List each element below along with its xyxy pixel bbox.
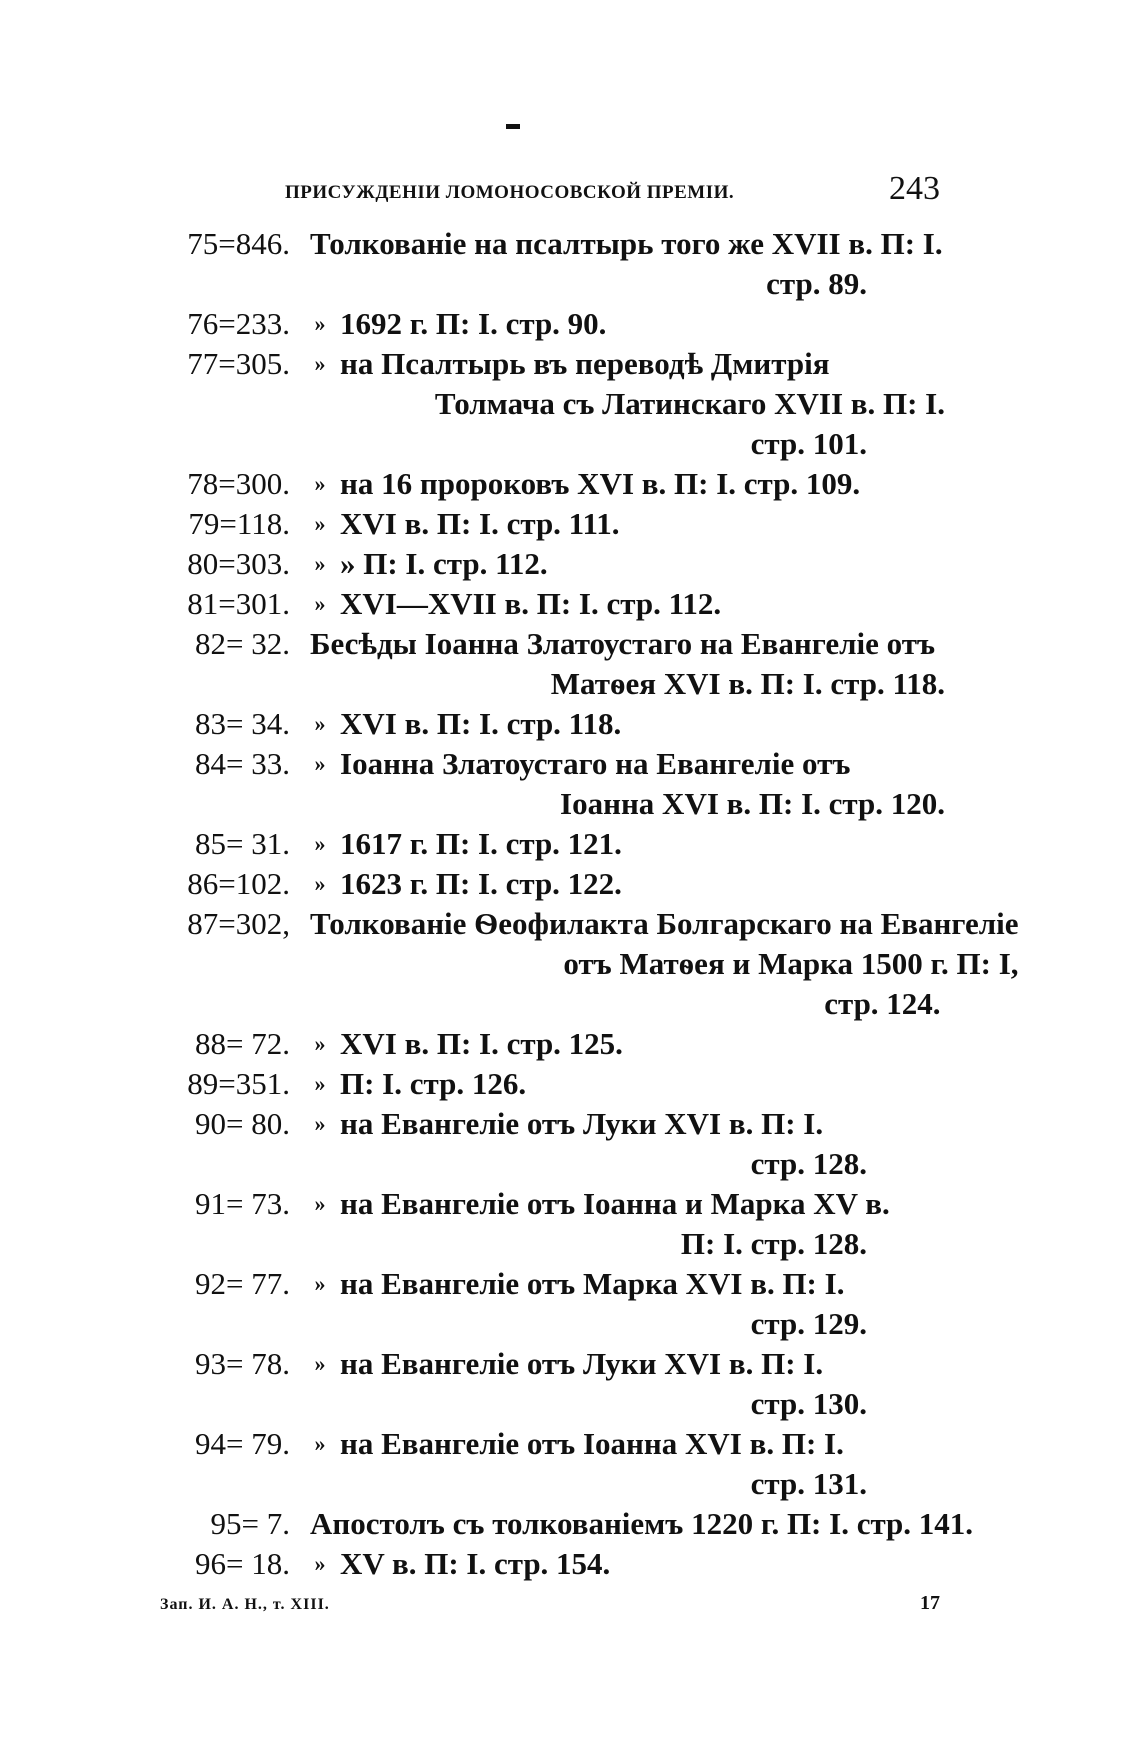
list-item — [155, 1424, 945, 1504]
ditto-mark: » — [314, 351, 326, 376]
ditto-mark: » — [314, 551, 326, 576]
sheet-number: 17 — [920, 1592, 940, 1614]
entry-continuation: стр. 89. — [766, 266, 867, 301]
page-footer — [160, 1592, 940, 1626]
list-item — [155, 1504, 974, 1544]
entry-line: Толкованіе Ѳеофилакта Болгарскаго на Евангеліе — [310, 906, 1019, 941]
ditto-mark: » — [314, 591, 326, 616]
ditto-mark: » — [314, 311, 326, 336]
entry-line: отъ Матѳея и Марка 1500 г. П: I, — [563, 946, 1019, 981]
entry-number: 81=301. — [187, 586, 290, 621]
entry-line: XVI—XVII в. П: I. стр. 112. — [340, 586, 722, 621]
entry-text — [340, 544, 945, 584]
running-title: ПРИСУЖДЕНІИ ЛОМОНОСОВСКОЙ ПРЕМІИ. — [285, 182, 735, 203]
entry-continuation: стр. 129. — [750, 1306, 867, 1341]
ditto-mark: » — [314, 1071, 326, 1096]
entry-text — [340, 1264, 945, 1344]
list-item — [155, 1544, 945, 1584]
list-item — [155, 824, 945, 864]
entry-line: XV в. П: I. стр. 154. — [340, 1546, 611, 1581]
entry-line: 1692 г. П: I. стр. 90. — [340, 306, 607, 341]
entry-line: Апостолъ съ толкованіемъ 1220 г. П: I. стр. 141. — [310, 1506, 974, 1541]
entry-number: 96= 18. — [195, 1546, 290, 1581]
ditto-mark: » — [314, 1351, 326, 1376]
entry-text — [340, 464, 945, 504]
list-item — [155, 224, 945, 304]
ditto-mark: » — [314, 1551, 326, 1576]
entry-continuation: стр. 130. — [750, 1386, 867, 1421]
entry-number: 88= 72. — [195, 1026, 290, 1061]
entry-number: 93= 78. — [195, 1346, 290, 1381]
list-item — [155, 504, 945, 544]
running-header — [285, 160, 940, 207]
entry-number: 85= 31. — [195, 826, 290, 861]
list-item — [155, 1344, 945, 1424]
list-item — [155, 1264, 945, 1344]
entry-text — [340, 1024, 945, 1064]
entry-text — [340, 1544, 945, 1584]
entry-number: 90= 80. — [195, 1106, 290, 1141]
list-item — [155, 744, 945, 824]
entry-text — [340, 504, 945, 544]
entry-text — [340, 1064, 945, 1104]
entry-number: 82= 32. — [195, 626, 290, 661]
ditto-mark: » — [314, 1031, 326, 1056]
entry-line: на Евангеліе отъ Марка XVI в. П: I. — [340, 1266, 845, 1301]
entry-line: 1623 г. П: I. стр. 122. — [340, 866, 622, 901]
entry-text — [340, 704, 945, 744]
entry-number: 78=300. — [187, 466, 290, 501]
list-item — [155, 624, 945, 704]
entry-text — [340, 584, 945, 624]
entry-line: 1617 г. П: I. стр. 121. — [340, 826, 622, 861]
entry-continuation: П: I. стр. 128. — [680, 1226, 867, 1261]
entry-number: 80=303. — [187, 546, 290, 581]
ditto-mark: » — [314, 751, 326, 776]
entry-number: 95= 7. — [210, 1506, 290, 1541]
list-item — [155, 544, 945, 584]
entry-number: 86=102. — [187, 866, 290, 901]
entry-number: 94= 79. — [195, 1426, 290, 1461]
ditto-mark: » — [314, 1111, 326, 1136]
entry-text — [340, 304, 945, 344]
entry-line: Толкованіе на псалтырь того же XVII в. П: I. — [310, 226, 943, 261]
ditto-mark: » — [314, 831, 326, 856]
entry-line: Толмача съ Латинскаго XVII в. П: I. — [434, 386, 945, 421]
entry-text — [340, 1104, 945, 1184]
entry-line: XVI в. П: I. стр. 118. — [340, 706, 622, 741]
entry-text — [340, 1344, 945, 1424]
entry-text — [310, 624, 945, 704]
entry-list — [155, 224, 1019, 1584]
list-item — [155, 344, 945, 464]
entry-number: 87=302, — [187, 906, 290, 941]
entry-number: 89=351. — [187, 1066, 290, 1101]
entry-number: 79=118. — [188, 506, 290, 541]
ditto-mark: » — [314, 711, 326, 736]
ditto-mark: » — [314, 471, 326, 496]
entry-text — [310, 1504, 973, 1544]
entry-line: на 16 пророковъ XVI в. П: I. стр. 109. — [340, 466, 861, 501]
entry-text — [310, 904, 1019, 1024]
ditto-mark: » — [314, 1271, 326, 1296]
entry-line: на Евангеліе отъ Іоанна XVI в. П: I. — [340, 1426, 844, 1461]
entry-number: 84= 33. — [195, 746, 290, 781]
entry-continuation: стр. 124. — [824, 986, 941, 1021]
entry-line: на Евангеліе отъ Іоанна и Марка XV в. — [340, 1186, 890, 1221]
signature-mark: Зап. И. А. Н., т. XIII. — [160, 1596, 330, 1613]
list-item — [155, 904, 1019, 1024]
entry-line: » П: I. стр. 112. — [340, 546, 548, 581]
decorative-dash — [506, 124, 520, 129]
list-item — [155, 1064, 945, 1104]
entry-line: П: I. стр. 126. — [340, 1066, 527, 1101]
entry-continuation: стр. 101. — [750, 426, 867, 461]
list-item — [155, 584, 945, 624]
list-item — [155, 1024, 945, 1064]
entry-number: 76=233. — [187, 306, 290, 341]
entry-line: XVI в. П: I. стр. 125. — [340, 1026, 623, 1061]
entry-line: Бесѣды Іоанна Златоустаго на Евангеліе отъ — [310, 626, 936, 661]
ditto-mark: » — [314, 1191, 326, 1216]
entry-text — [340, 1424, 945, 1504]
list-item — [155, 1184, 945, 1264]
entry-line: на Евангеліе отъ Луки XVI в. П: I. — [340, 1106, 824, 1141]
entry-line: на Псалтырь въ переводѣ Дмитрія — [340, 346, 830, 381]
list-item — [155, 464, 945, 504]
entry-number: 91= 73. — [195, 1186, 290, 1221]
entry-continuation: стр. 131. — [750, 1466, 867, 1501]
list-item — [155, 1104, 945, 1184]
entry-number: 83= 34. — [195, 706, 290, 741]
entry-line: на Евангеліе отъ Луки XVI в. П: I. — [340, 1346, 824, 1381]
entry-text — [340, 344, 945, 464]
ditto-mark: » — [314, 511, 326, 536]
entry-number: 77=305. — [187, 346, 290, 381]
entry-text — [340, 744, 945, 824]
list-item — [155, 704, 945, 744]
entry-text — [340, 824, 945, 864]
entry-line: Іоанна Златоустаго на Евангеліе отъ — [340, 746, 851, 781]
entry-number: 92= 77. — [195, 1266, 290, 1301]
entry-text — [340, 864, 945, 904]
entry-text — [310, 224, 945, 304]
entry-line: XVI в. П: I. стр. 111. — [340, 506, 620, 541]
entry-text — [340, 1184, 945, 1264]
page-number: 243 — [889, 170, 940, 207]
entry-line: Іоанна XVI в. П: I. стр. 120. — [560, 786, 945, 821]
entry-number: 75=846. — [187, 226, 290, 261]
entry-line: Матѳея XVI в. П: I. стр. 118. — [550, 666, 945, 701]
list-item — [155, 304, 945, 344]
ditto-mark: » — [314, 871, 326, 896]
entry-continuation: стр. 128. — [750, 1146, 867, 1181]
list-item — [155, 864, 945, 904]
ditto-mark: » — [314, 1431, 326, 1456]
